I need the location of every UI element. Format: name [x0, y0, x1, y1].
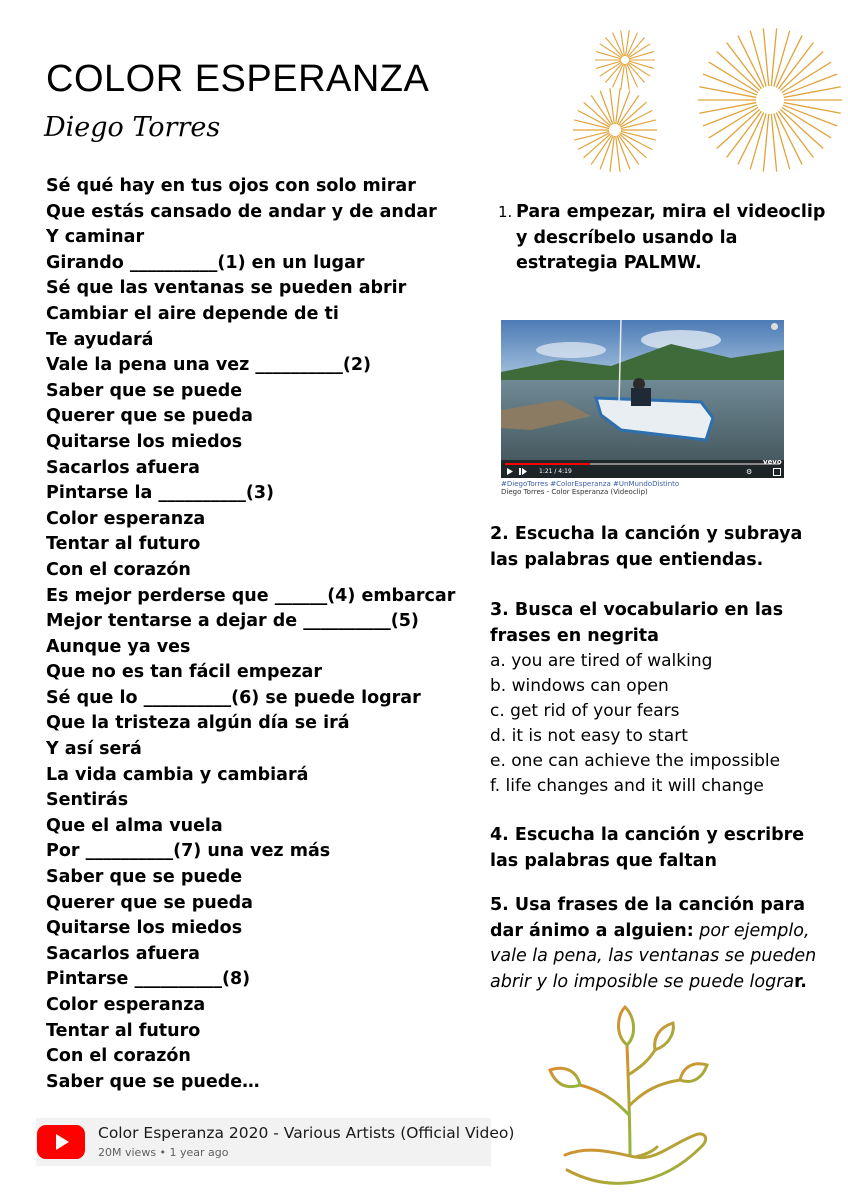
- youtube-video-meta: 20M views • 1 year ago: [98, 1146, 229, 1159]
- lyric-line: Saber que se puede…: [46, 1071, 260, 1092]
- task-5-text: [490, 893, 830, 995]
- task-5-instruction: 5. Usa frases de la canción para dar ánimo a alguien:: [490, 895, 806, 941]
- lyric-line: Con el corazón: [46, 559, 191, 580]
- lyric-line: Es mejor perderse que ______(4) embarcar: [46, 585, 456, 606]
- task-3: [490, 598, 830, 799]
- lyric-line: Te ayudará: [46, 329, 154, 350]
- lyric-line: Vale la pena una vez __________(2): [46, 355, 372, 376]
- task-1-item: [498, 200, 828, 277]
- task-5: [490, 893, 830, 995]
- lyric-line: Sacarlos afuera: [46, 943, 200, 964]
- lyric-line: Querer que se pueda: [46, 406, 253, 427]
- plant-in-hand-icon: [545, 1005, 715, 1190]
- youtube-icon: [36, 1124, 86, 1160]
- lyric-line: Aunque ya ves: [46, 636, 191, 657]
- lyric-line: Color esperanza: [46, 508, 206, 529]
- lyric-line: Que no es tan fácil empezar: [46, 662, 322, 683]
- vevo-logo: vevo: [763, 458, 782, 466]
- task-1-text: Para empezar, mira el videoclip y descríbelo usando la estrategia PALMW.: [516, 202, 826, 274]
- video-time: 1:21 / 4:19: [539, 468, 572, 475]
- task-5-end: r.: [794, 971, 807, 992]
- lyric-line: Pintarse la __________(3): [46, 483, 275, 504]
- lyric-line: Que estás cansado de andar y de andar: [46, 201, 437, 222]
- lyric-line: Tentar al futuro: [46, 1020, 201, 1041]
- lyric-line: Sacarlos afuera: [46, 457, 200, 478]
- fullscreen-icon[interactable]: [773, 468, 781, 476]
- video-thumbnail[interactable]: [501, 320, 784, 478]
- vocabulary-list: [490, 649, 830, 799]
- task-5-example: por ejemplo, vale la pena, las ventanas se pueden abrir y lo imposible se puede logra: [490, 920, 817, 992]
- lyric-line: Sé qué hay en tus ojos con solo mirar: [46, 176, 416, 196]
- task-1-number: 1.: [498, 203, 513, 221]
- vocabulary-item: c. get rid of your fears: [490, 701, 680, 722]
- video-caption: [501, 480, 679, 496]
- lyric-line: Girando __________(1) en un lugar: [46, 252, 365, 273]
- task-3-heading: 3. Busca el vocabulario en las frases en negrita: [490, 600, 784, 646]
- video-hashtags: #DiegoTorres #ColorEsperanza #UnMundoDistinto: [501, 480, 680, 488]
- lyric-line: Mejor tentarse a dejar de __________(5): [46, 611, 419, 632]
- vocabulary-item: b. windows can open: [490, 676, 669, 697]
- lyric-line: Color esperanza: [46, 995, 206, 1015]
- artist-name: Diego Torres: [44, 112, 221, 143]
- lyric-line: Con el corazón: [46, 1046, 191, 1067]
- lyric-line: Cambiar el aire depende de ti: [46, 303, 339, 324]
- fireworks-decoration: [555, 18, 845, 198]
- youtube-video-title[interactable]: Color Esperanza 2020 - Various Artists (Official Video): [98, 1124, 515, 1142]
- settings-icon[interactable]: ⚙: [746, 468, 753, 476]
- lyric-line: Y así será: [46, 739, 142, 760]
- vocabulary-item: d. it is not easy to start: [490, 726, 688, 747]
- video-title: Diego Torres - Color Esperanza (Videoclip): [501, 488, 648, 496]
- vocabulary-item: a. you are tired of walking: [490, 651, 713, 672]
- lyric-line: La vida cambia y cambiará: [46, 764, 309, 785]
- video-player[interactable]: [501, 320, 784, 494]
- lyric-line: Saber que se puede: [46, 867, 243, 888]
- task-2: [490, 522, 830, 573]
- lyric-line: Que la tristeza algún día se irá: [46, 713, 350, 734]
- lyric-line: Que el alma vuela: [46, 815, 223, 836]
- song-lyrics: [46, 174, 455, 1095]
- lyric-line: Quitarse los miedos: [46, 918, 243, 939]
- task-1: [498, 200, 828, 277]
- lyric-line: Y caminar: [46, 227, 145, 248]
- task-2-text: 2. Escucha la canción y subraya las palabras que entiendas.: [490, 524, 803, 570]
- lyric-line: Tentar al futuro: [46, 534, 201, 555]
- vocabulary-item: f. life changes and it will change: [490, 776, 764, 797]
- task-4-text: 4. Escucha la canción y escribre las palabras que faltan: [490, 825, 805, 871]
- info-icon[interactable]: [771, 323, 778, 330]
- lyric-line: Pintarse __________(8): [46, 969, 251, 990]
- lyric-line: Quitarse los miedos: [46, 431, 243, 452]
- lyric-line: Por __________(7) una vez más: [46, 841, 331, 862]
- lyric-line: Sé que las ventanas se pueden abrir: [46, 278, 407, 299]
- lyric-line: Sé que lo __________(6) se puede lograr: [46, 687, 421, 708]
- vocabulary-item: e. one can achieve the impossible: [490, 751, 781, 772]
- lyric-line: Sentirás: [46, 790, 129, 811]
- page-title: COLOR ESPERANZA: [46, 58, 430, 100]
- lyric-line: Saber que se puede: [46, 380, 243, 401]
- youtube-video-link[interactable]: [36, 1118, 515, 1166]
- task-4: [490, 823, 830, 874]
- lyric-line: Querer que se pueda: [46, 892, 253, 913]
